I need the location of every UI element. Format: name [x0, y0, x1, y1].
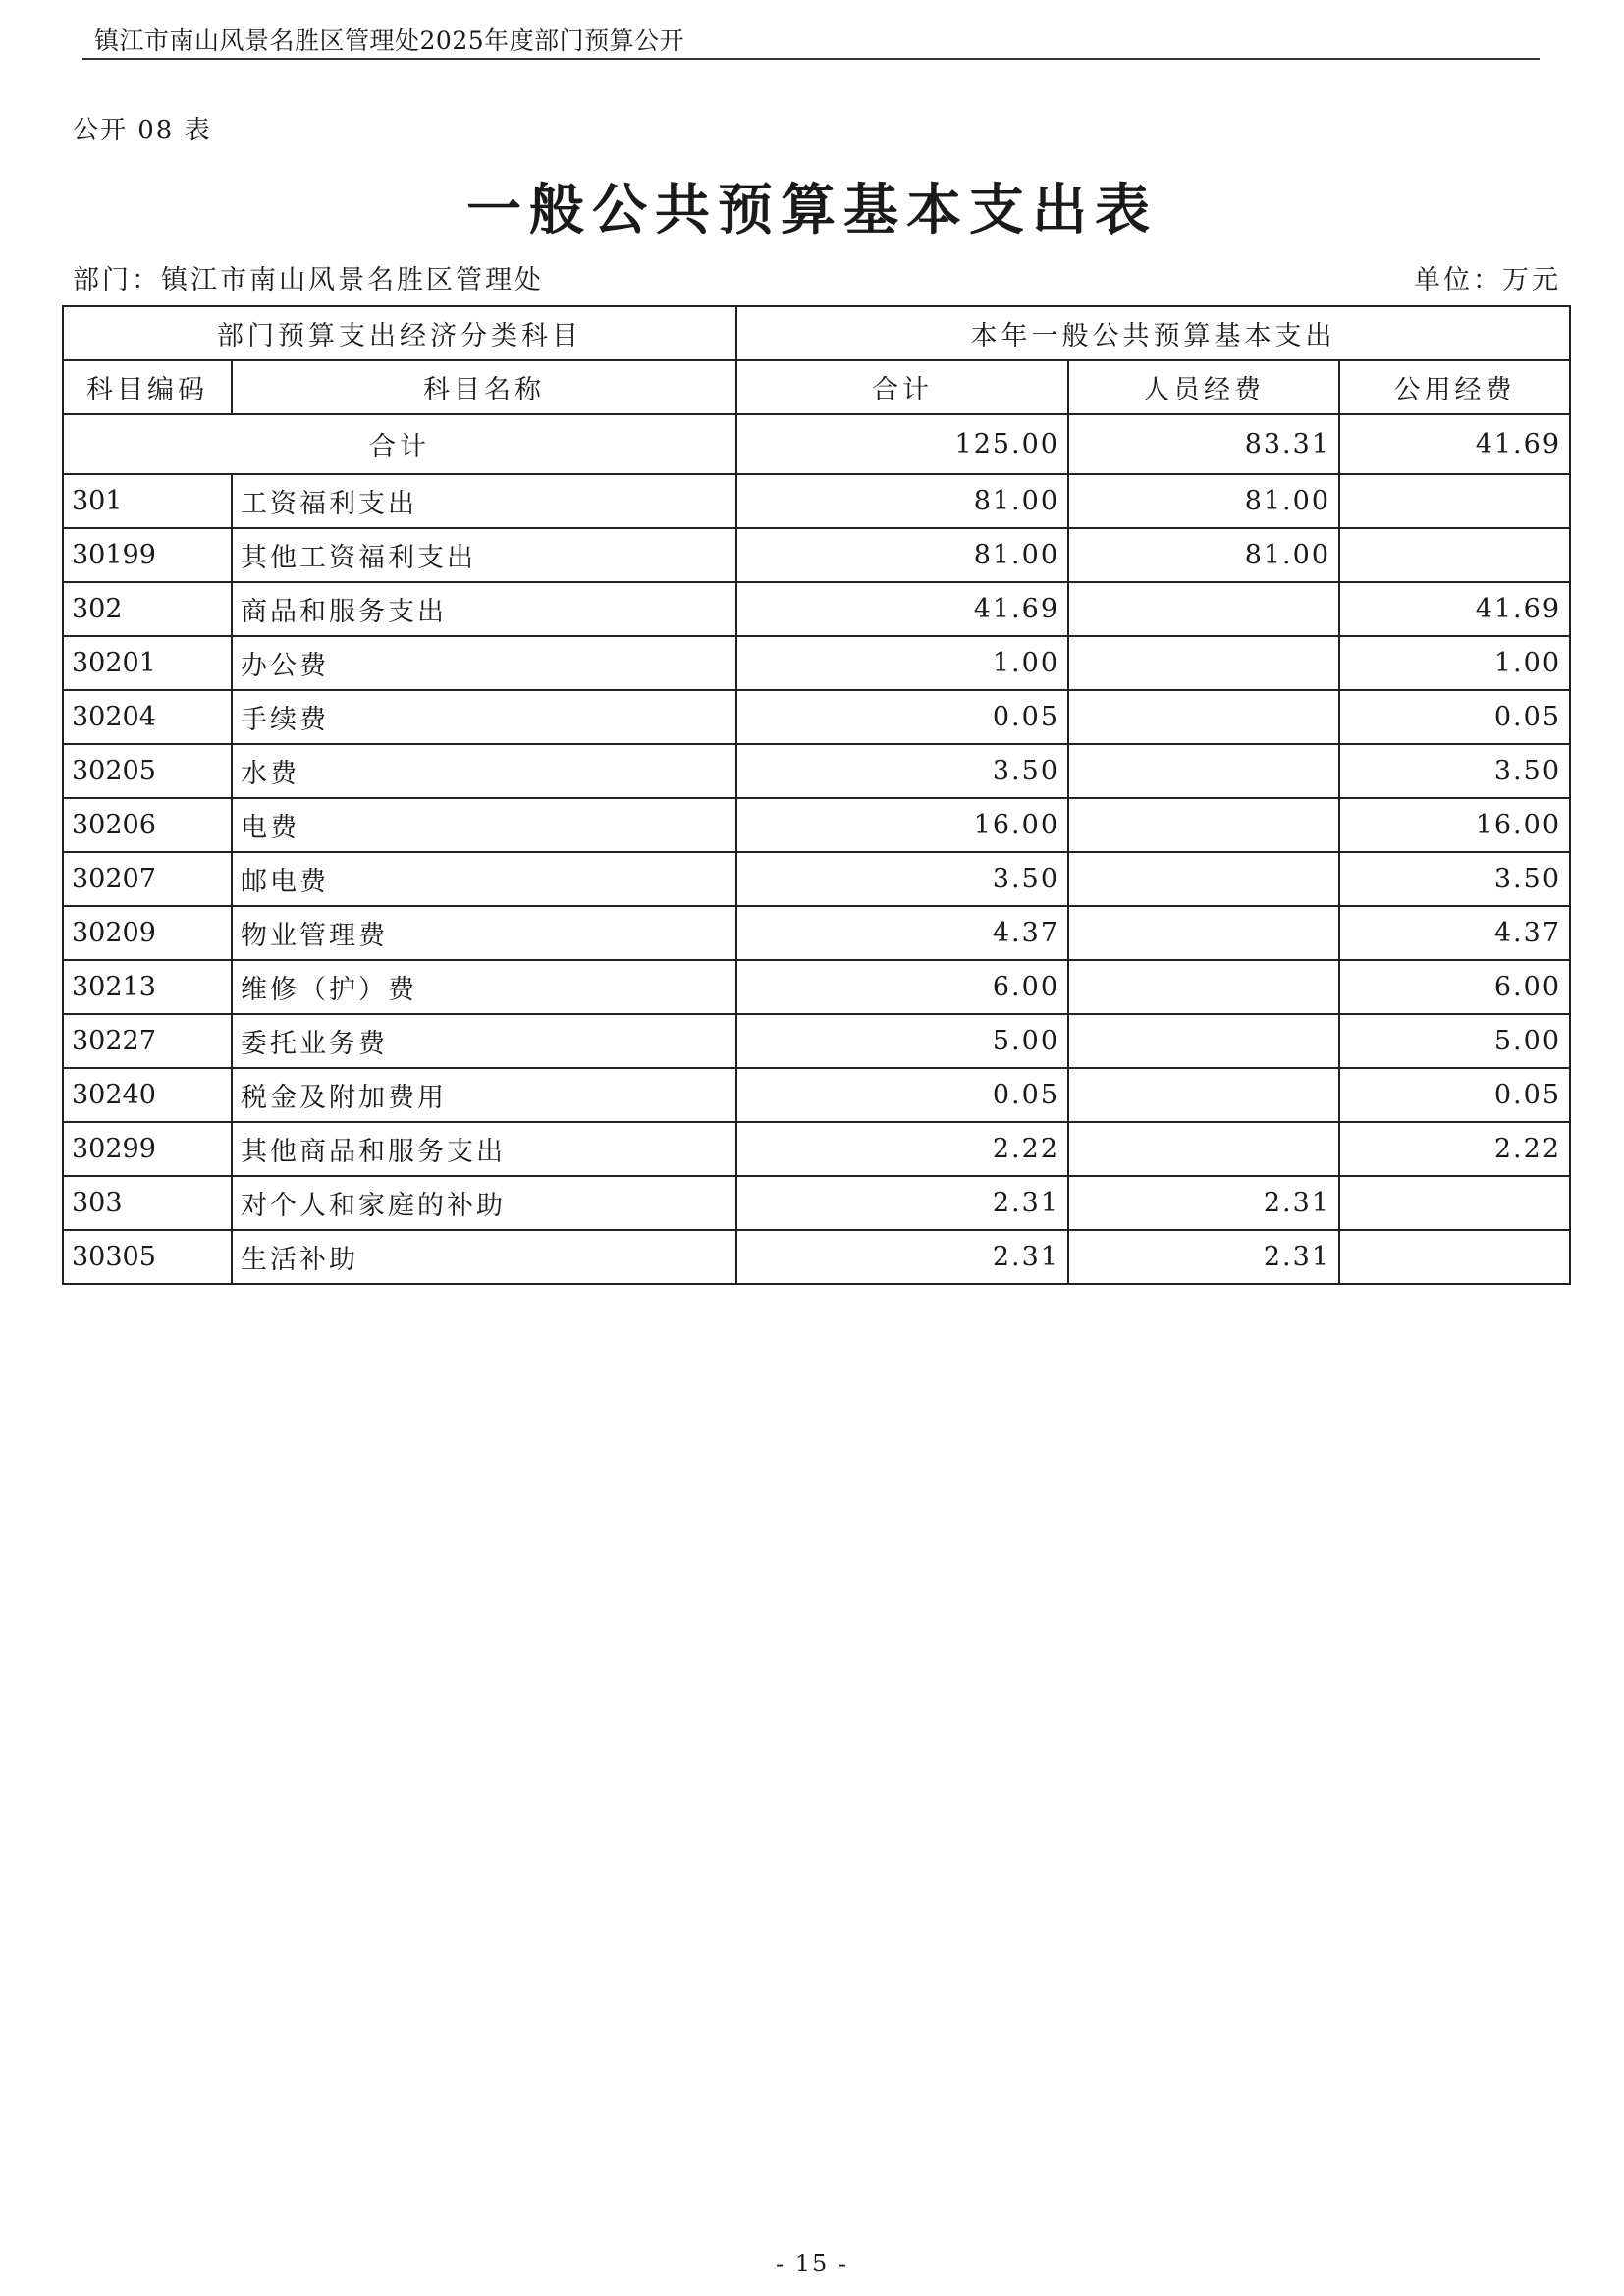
- row-public: [1339, 528, 1570, 582]
- row-code: 30207: [63, 852, 232, 906]
- table-row: [63, 906, 1570, 960]
- row-public: 6.00: [1339, 960, 1570, 1014]
- department-label: 部门：镇江市南山风景名胜区管理处: [73, 265, 544, 295]
- row-public: 2.22: [1339, 1122, 1570, 1176]
- row-name: 工资福利支出: [232, 474, 736, 528]
- table-row: [63, 582, 1570, 636]
- row-total: 2.31: [736, 1176, 1068, 1230]
- row-personnel: [1068, 1122, 1339, 1176]
- row-name: 物业管理费: [232, 906, 736, 960]
- row-total: 5.00: [736, 1014, 1068, 1068]
- row-code: 30240: [63, 1068, 232, 1122]
- table-row: [63, 960, 1570, 1014]
- row-name: 办公费: [232, 636, 736, 690]
- row-public: 16.00: [1339, 798, 1570, 852]
- row-total: 6.00: [736, 960, 1068, 1014]
- row-personnel: [1068, 1014, 1339, 1068]
- row-total: 16.00: [736, 798, 1068, 852]
- table-row: [63, 474, 1570, 528]
- row-name: 维修（护）费: [232, 960, 736, 1014]
- row-code: 30206: [63, 798, 232, 852]
- table-row: [63, 1122, 1570, 1176]
- row-public: 0.05: [1339, 1068, 1570, 1122]
- row-public: 4.37: [1339, 906, 1570, 960]
- table-row: [63, 636, 1570, 690]
- row-total: 0.05: [736, 690, 1068, 744]
- table-row: [63, 744, 1570, 798]
- table-row: [63, 690, 1570, 744]
- row-code: 30227: [63, 1014, 232, 1068]
- row-public: [1339, 1176, 1570, 1230]
- row-name: 水费: [232, 744, 736, 798]
- row-public: [1339, 474, 1570, 528]
- total-amount: 125.00: [736, 414, 1068, 474]
- column-header-personnel: 人员经费: [1068, 360, 1339, 414]
- group-header-row: [63, 306, 1570, 360]
- row-name: 委托业务费: [232, 1014, 736, 1068]
- row-public: 1.00: [1339, 636, 1570, 690]
- row-total: 81.00: [736, 474, 1068, 528]
- row-personnel: [1068, 690, 1339, 744]
- row-personnel: [1068, 744, 1339, 798]
- row-personnel: 2.31: [1068, 1230, 1339, 1284]
- row-name: 其他商品和服务支出: [232, 1122, 736, 1176]
- row-name: 商品和服务支出: [232, 582, 736, 636]
- row-personnel: 81.00: [1068, 528, 1339, 582]
- row-public: 3.50: [1339, 744, 1570, 798]
- column-header-total: 合计: [736, 360, 1068, 414]
- row-total: 41.69: [736, 582, 1068, 636]
- column-header-public: 公用经费: [1339, 360, 1570, 414]
- unit-label: 单位：万元: [1414, 265, 1561, 295]
- total-public: 41.69: [1339, 414, 1570, 474]
- total-label: 合计: [63, 414, 736, 474]
- table-row: [63, 852, 1570, 906]
- row-personnel: [1068, 852, 1339, 906]
- row-public: 0.05: [1339, 690, 1570, 744]
- row-personnel: [1068, 582, 1339, 636]
- header-divider: [82, 58, 1540, 60]
- row-total: 3.50: [736, 852, 1068, 906]
- table-row: [63, 1068, 1570, 1122]
- row-code: 30205: [63, 744, 232, 798]
- row-code: 303: [63, 1176, 232, 1230]
- row-code: 30305: [63, 1230, 232, 1284]
- total-row: [63, 414, 1570, 474]
- column-header-code: 科目编码: [63, 360, 232, 414]
- group-header-left: 部门预算支出经济分类科目: [63, 306, 736, 360]
- row-code: 30299: [63, 1122, 232, 1176]
- total-personnel: 83.31: [1068, 414, 1339, 474]
- row-public: 5.00: [1339, 1014, 1570, 1068]
- column-header-row: [63, 360, 1570, 414]
- row-code: 301: [63, 474, 232, 528]
- row-personnel: 81.00: [1068, 474, 1339, 528]
- row-name: 对个人和家庭的补助: [232, 1176, 736, 1230]
- table-row: [63, 528, 1570, 582]
- row-code: 30201: [63, 636, 232, 690]
- row-name: 邮电费: [232, 852, 736, 906]
- row-total: 81.00: [736, 528, 1068, 582]
- form-number: 公开 08 表: [73, 116, 212, 145]
- row-total: 3.50: [736, 744, 1068, 798]
- row-name: 税金及附加费用: [232, 1068, 736, 1122]
- group-header-right: 本年一般公共预算基本支出: [736, 306, 1570, 360]
- row-public: [1339, 1230, 1570, 1284]
- column-header-name: 科目名称: [232, 360, 736, 414]
- row-total: 0.05: [736, 1068, 1068, 1122]
- row-code: 30204: [63, 690, 232, 744]
- table-row: [63, 1176, 1570, 1230]
- table-row: [63, 1014, 1570, 1068]
- page-title: 一般公共预算基本支出表: [466, 178, 1158, 242]
- row-code: 30199: [63, 528, 232, 582]
- page-number: - 15 -: [775, 2250, 848, 2277]
- row-total: 1.00: [736, 636, 1068, 690]
- row-code: 30209: [63, 906, 232, 960]
- table-row: [63, 798, 1570, 852]
- budget-table: [62, 305, 1571, 1285]
- row-name: 手续费: [232, 690, 736, 744]
- row-personnel: [1068, 798, 1339, 852]
- row-total: 4.37: [736, 906, 1068, 960]
- row-personnel: [1068, 1068, 1339, 1122]
- running-header: 镇江市南山风景名胜区管理处2025年度部门预算公开: [94, 27, 685, 55]
- row-total: 2.31: [736, 1230, 1068, 1284]
- row-name: 电费: [232, 798, 736, 852]
- row-total: 2.22: [736, 1122, 1068, 1176]
- row-code: 302: [63, 582, 232, 636]
- row-personnel: [1068, 960, 1339, 1014]
- row-personnel: [1068, 636, 1339, 690]
- row-code: 30213: [63, 960, 232, 1014]
- table-row: [63, 1230, 1570, 1284]
- row-personnel: [1068, 906, 1339, 960]
- row-name: 其他工资福利支出: [232, 528, 736, 582]
- row-name: 生活补助: [232, 1230, 736, 1284]
- row-public: 3.50: [1339, 852, 1570, 906]
- row-public: 41.69: [1339, 582, 1570, 636]
- row-personnel: 2.31: [1068, 1176, 1339, 1230]
